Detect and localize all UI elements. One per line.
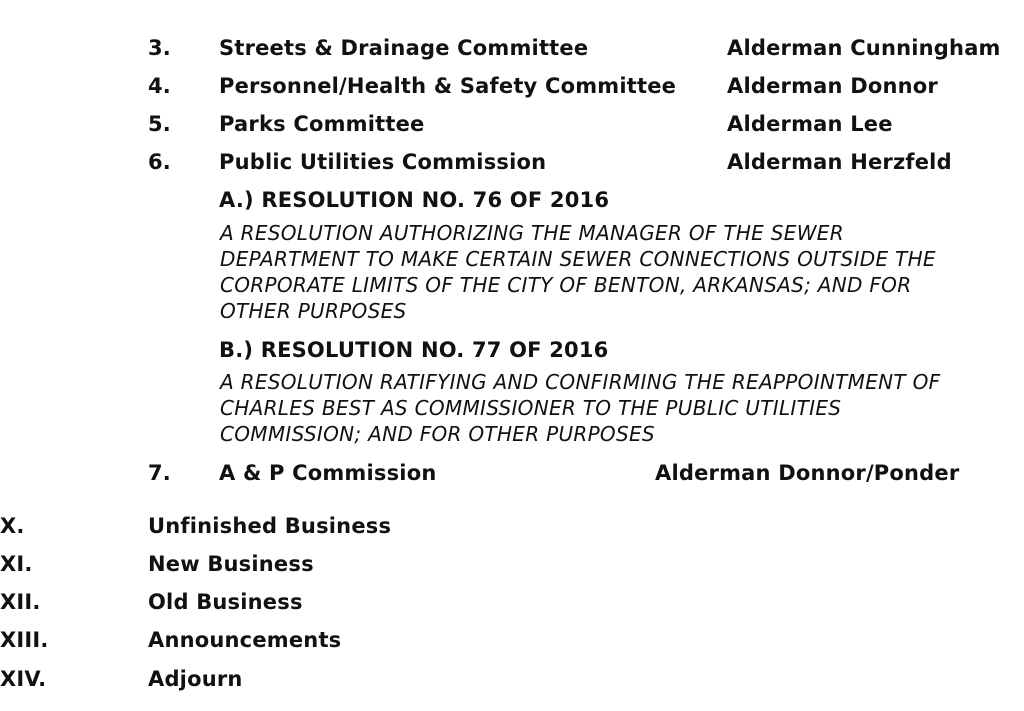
resolution-description [220,220,936,324]
description-line: DEPARTMENT TO MAKE CERTAIN SEWER CONNECTIONS OUTSIDE THE [220,247,936,271]
section-title: Old Business [148,590,303,614]
committee-name: Personnel/Health & Safety Committee [219,74,677,98]
section-number: XIII. [0,628,49,652]
section-title: Announcements [148,628,342,652]
section-number: X. [0,514,25,538]
alderman-name: Alderman Donnor/Ponder [655,461,960,485]
resolution-heading: B.) RESOLUTION NO. 77 OF 2016 [219,338,609,362]
section-title: Adjourn [148,667,243,691]
committee-name: Streets & Drainage Committee [219,36,589,60]
section-number: XII. [0,590,41,614]
item-number: 5. [148,112,171,136]
alderman-name: Alderman Donnor [727,74,938,98]
section-title: New Business [148,552,314,576]
resolution-heading: A.) RESOLUTION NO. 76 OF 2016 [219,188,610,212]
committee-name: Public Utilities Commission [219,150,547,174]
description-line: COMMISSION; AND FOR OTHER PURPOSES [220,422,655,446]
committee-name: Parks Committee [219,112,425,136]
resolution-description [220,369,940,447]
description-line: CORPORATE LIMITS OF THE CITY OF BENTON, ARKANSAS; AND FOR [220,273,912,297]
description-line: CHARLES BEST AS COMMISSIONER TO THE PUBLIC UTILITIES [220,396,842,420]
item-number: 6. [148,150,171,174]
section-number: XI. [0,552,33,576]
item-number: 4. [148,74,171,98]
committee-name: A & P Commission [219,461,437,485]
alderman-name: Alderman Lee [727,112,893,136]
item-number: 7. [148,461,171,485]
alderman-name: Alderman Cunningham [727,36,1001,60]
section-number: XIV. [0,667,47,691]
alderman-name: Alderman Herzfeld [727,150,952,174]
description-line: A RESOLUTION RATIFYING AND CONFIRMING THE REAPPOINTMENT OF [220,370,941,394]
section-title: Unfinished Business [148,514,392,538]
description-line: OTHER PURPOSES [220,299,407,323]
description-line: A RESOLUTION AUTHORIZING THE MANAGER OF THE SEWER [220,221,844,245]
item-number: 3. [148,36,171,60]
